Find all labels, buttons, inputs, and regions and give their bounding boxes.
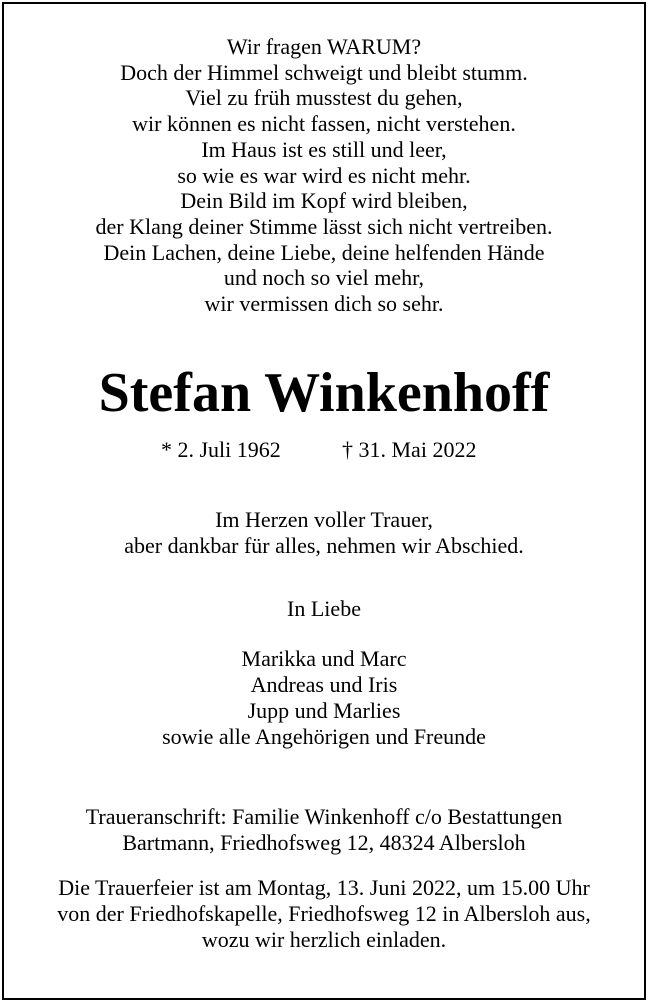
mourner-line: Jupp und Marlies bbox=[247, 698, 401, 723]
poem-line: wir vermissen dich so sehr. bbox=[204, 291, 444, 317]
farewell-text bbox=[0, 507, 648, 559]
in-love-line: In Liebe bbox=[287, 596, 361, 621]
poem-line: wir können es nicht fassen, nicht verstehen. bbox=[132, 111, 516, 137]
mourner-line: sowie alle Angehörigen und Freunde bbox=[162, 724, 486, 749]
service-line: wozu wir herzlich einladen. bbox=[201, 927, 447, 952]
poem bbox=[0, 34, 648, 317]
address-line: Bartmann, Friedhofsweg 12, 48324 Albersloh bbox=[122, 830, 526, 855]
mourner-line: Marikka und Marc bbox=[241, 646, 407, 671]
poem-line: Dein Lachen, deine Liebe, deine helfenden Hände bbox=[103, 239, 545, 265]
farewell-line: aber dankbar für alles, nehmen wir Abschied. bbox=[124, 533, 524, 558]
death-date: † 31. Mai 2022 bbox=[342, 437, 477, 462]
funeral-service-info bbox=[0, 875, 648, 953]
poem-line: so wie es war wird es nicht mehr. bbox=[177, 162, 471, 188]
poem-line: Wir fragen WARUM? bbox=[226, 34, 422, 59]
service-line: Die Trauerfeier ist am Montag, 13. Juni 2022, um 15.00 Uhr bbox=[58, 875, 590, 900]
poem-line: Im Haus ist es still und leer, bbox=[201, 136, 447, 162]
poem-line: und noch so viel mehr, bbox=[223, 265, 425, 291]
service-line: von der Friedhofskapelle, Friedhofsweg 12 in Albersloh aus, bbox=[57, 901, 591, 926]
mourning-address bbox=[0, 804, 648, 856]
mourners-list bbox=[0, 646, 648, 750]
deceased-name: Stefan Winkenhoff bbox=[98, 362, 550, 424]
poem-line: Doch der Himmel schweigt und bleibt stumm. bbox=[120, 59, 528, 85]
birth-date: * 2. Juli 1962 bbox=[161, 437, 281, 462]
poem-line: Viel zu früh musstest du gehen, bbox=[185, 85, 463, 111]
address-line: Traueranschrift: Familie Winkenhoff c/o Bestattungen bbox=[85, 804, 563, 829]
mourner-line: Andreas und Iris bbox=[250, 672, 398, 697]
poem-line: Dein Bild im Kopf wird bleiben, bbox=[180, 188, 468, 214]
farewell-line: Im Herzen voller Trauer, bbox=[215, 507, 433, 532]
poem-line: der Klang deiner Stimme lässt sich nicht vertreiben. bbox=[95, 213, 553, 239]
